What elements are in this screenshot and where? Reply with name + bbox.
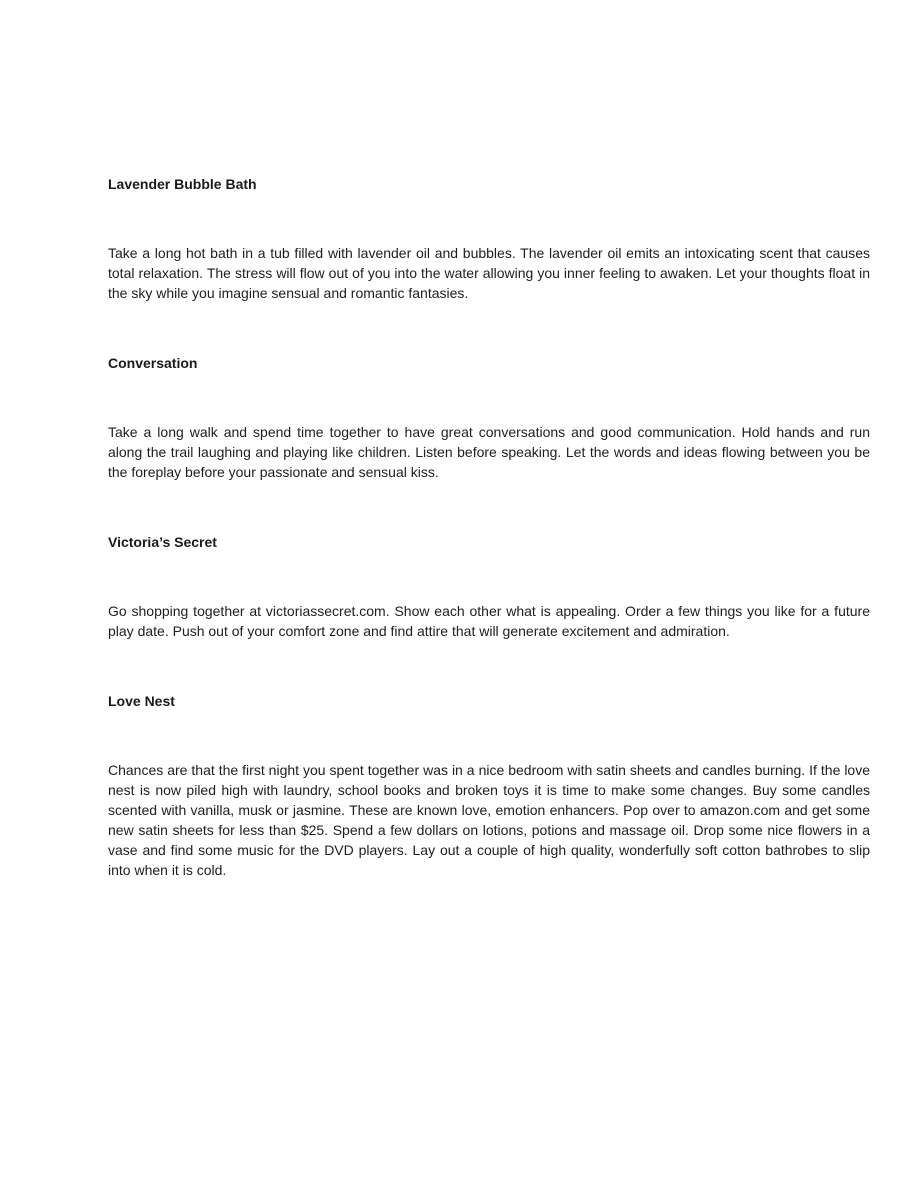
section-paragraph: Take a long hot bath in a tub filled with lavender oil and bubbles. The lavender oil emits an intoxicating scent that causes total relaxation. The stress will flow out of you into the water allowing you inner feeling to awaken. Let your thoughts float in the sky while you imagine sensual and romantic fantasies.: [108, 245, 870, 301]
section-paragraph: Chances are that the first night you spent together was in a nice bedroom with satin sheets and candles burning. If the love nest is now piled high with laundry, school books and broken toys it is time to make some changes. Buy some candles scented with vanilla, musk or jasmine. These are known love, emotion enhancers. Pop over to amazon.com and get some new satin sheets for less than $25. Spend a few dollars on lotions, potions and massage oil. Drop some nice flowers in a vase and find some music for the DVD players. Lay out a couple of high quality, wonderfully soft cotton bathrobes to slip into when it is cold.: [108, 762, 870, 878]
section-love-nest: [108, 691, 870, 880]
section-lavender-bubble-bath: [108, 174, 870, 303]
document-body: [108, 174, 870, 880]
section-heading: Love Nest: [108, 693, 175, 709]
section-heading: Lavender Bubble Bath: [108, 176, 257, 192]
section-heading: Victoria’s Secret: [108, 534, 217, 550]
section-heading: Conversation: [108, 355, 198, 371]
section-conversation: [108, 353, 870, 482]
section-paragraph: Go shopping together at victoriassecret.com. Show each other what is appealing. Order a few things you like for a future play date. Push out of your comfort zone and find attire that will generate excitement and admiration.: [108, 603, 870, 639]
section-victorias-secret: [108, 532, 870, 641]
section-paragraph: Take a long walk and spend time together to have great conversations and good communication. Hold hands and run along the trail laughing and playing like children. Listen before speaking. Let the words and ideas flowing between you be the foreplay before your passionate and sensual kiss.: [108, 424, 870, 480]
